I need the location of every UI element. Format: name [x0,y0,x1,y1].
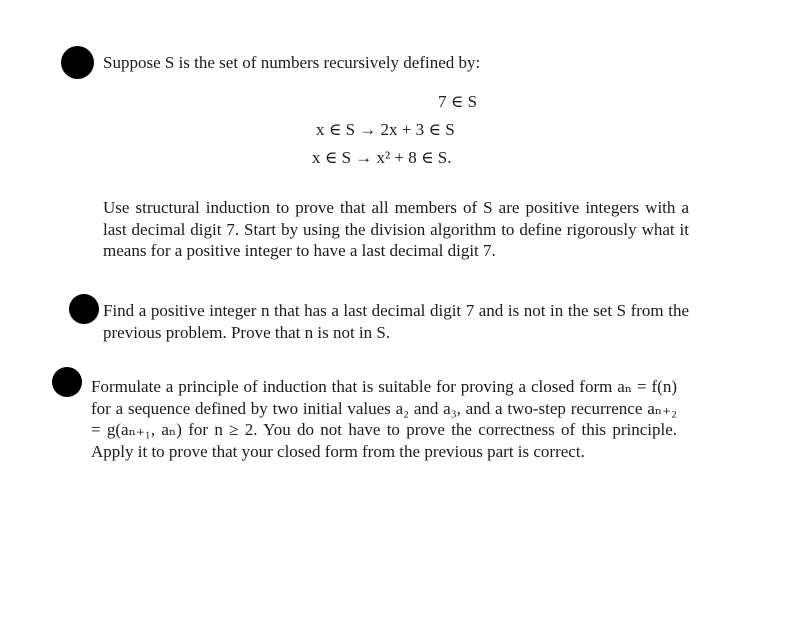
problem-1-task: Use structural induction to prove that all members of S are positive integers with a last decimal digit 7. Start by using the division algorithm to define rigorously what it means for a positive integer to have a last decimal digit 7. [103,198,689,260]
problem-2-text: Find a positive integer n that has a last decimal digit 7 and is not in the set S from the previous problem. Prove that n is not in S. [103,301,689,342]
equation-3: x ∈ S → x² + 8 ∈ S. [312,148,452,167]
equation-1: 7 ∈ S [438,92,478,111]
bullet-2 [69,294,99,324]
problem-1-intro: Suppose S is the set of numbers recursively defined by: [103,53,481,72]
bullet-1 [61,46,94,79]
equation-2: x ∈ S → 2x + 3 ∈ S [316,120,455,139]
problem-3-text: Formulate a principle of induction that is suitable for proving a closed form aₙ = f(n) for a sequence defined by two initial values a₂ and a₃, and a two-step recurrence aₙ₊₂ = g(aₙ₊₁, aₙ) for n ≥ 2. You do not have to prove the correctness of this principle. Apply it to prove that your closed form from the previous part is correct. [91,377,677,461]
bullet-3 [52,367,82,397]
